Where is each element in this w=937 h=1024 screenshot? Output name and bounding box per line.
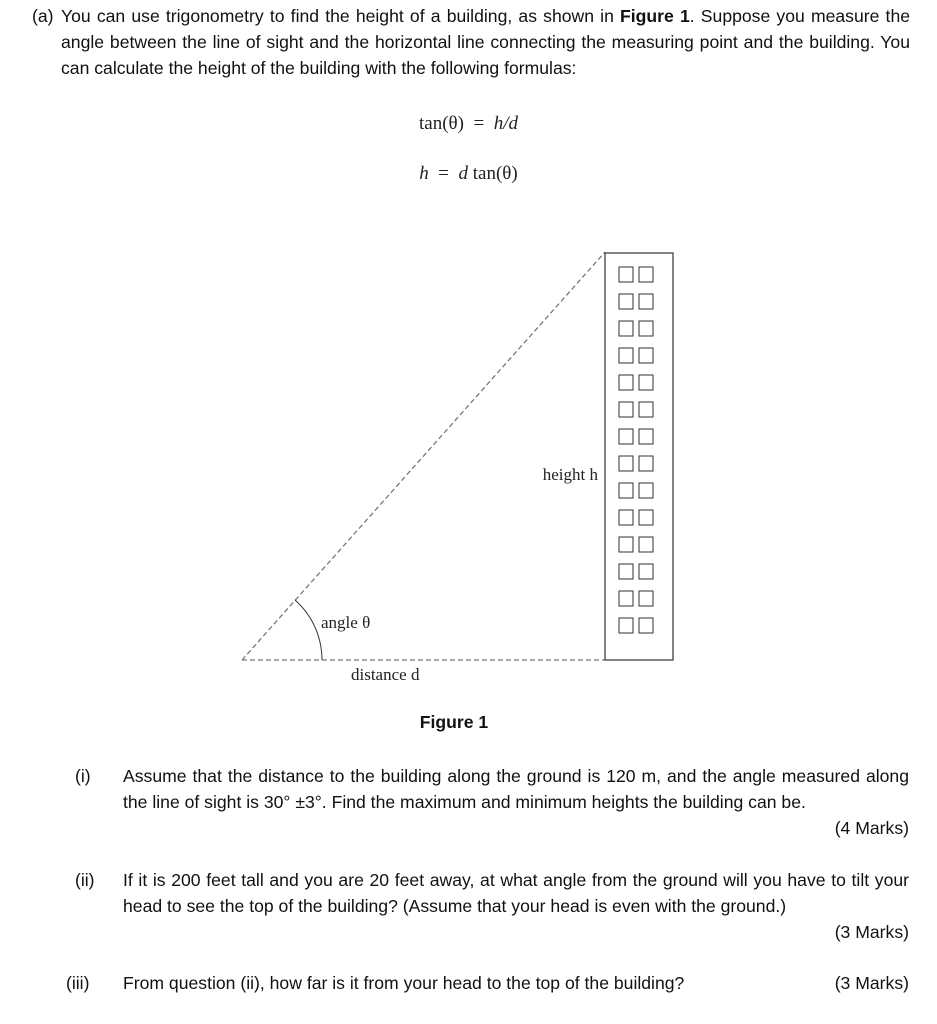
formula-height-fn: tan bbox=[472, 163, 496, 184]
question-2-text: If it is 200 feet tall and you are 20 feet away, at what angle from the ground will you have to tilt your head to see the top of the building? (Assume that your head is even with the ground.) bbox=[123, 870, 909, 916]
building-window bbox=[619, 294, 633, 309]
building-window bbox=[619, 321, 633, 336]
angle-label: angle θ bbox=[321, 613, 371, 632]
building-window bbox=[639, 537, 653, 552]
question-3-text: From question (ii), how far is it from your head to the top of the building? bbox=[123, 973, 685, 993]
formula-height-arg: (θ) bbox=[495, 163, 518, 184]
building-window bbox=[619, 267, 633, 282]
building-window bbox=[619, 375, 633, 390]
building-window bbox=[639, 321, 653, 336]
building-window bbox=[619, 402, 633, 417]
figure-caption: Figure 1 bbox=[419, 712, 489, 732]
question-2-marks: (3 Marks) bbox=[834, 922, 909, 942]
formula-height-lhs: h bbox=[419, 163, 429, 184]
building-window bbox=[619, 510, 633, 525]
building-window bbox=[639, 375, 653, 390]
building-window bbox=[619, 429, 633, 444]
building-window bbox=[619, 483, 633, 498]
building-window bbox=[639, 564, 653, 579]
building-window bbox=[619, 456, 633, 471]
building-windows bbox=[619, 267, 653, 633]
building-window bbox=[639, 618, 653, 633]
building-window bbox=[639, 348, 653, 363]
question-3-number: (iii) bbox=[66, 973, 90, 993]
building-window bbox=[639, 294, 653, 309]
formula-tan-arg: (θ) bbox=[442, 113, 464, 134]
figure-reference: Figure 1 bbox=[620, 6, 690, 26]
formula-tan-rhs: h/d bbox=[493, 113, 518, 134]
question-1-number: (i) bbox=[75, 766, 91, 786]
question-3-marks: (3 Marks) bbox=[834, 973, 909, 993]
part-a-label: (a) bbox=[32, 6, 54, 26]
formula-tan-fn: tan bbox=[419, 113, 443, 134]
height-label: height h bbox=[542, 465, 598, 484]
formula-height-d: d bbox=[458, 163, 468, 184]
distance-label: distance d bbox=[351, 665, 420, 684]
building-window bbox=[639, 402, 653, 417]
building-window bbox=[619, 564, 633, 579]
building-window bbox=[639, 510, 653, 525]
building-window bbox=[619, 537, 633, 552]
building-window bbox=[619, 591, 633, 606]
line-of-sight bbox=[242, 252, 605, 660]
building-window bbox=[639, 483, 653, 498]
building-window bbox=[639, 456, 653, 471]
question-1-marks: (4 Marks) bbox=[834, 818, 909, 838]
formula-height-equals: = bbox=[438, 163, 449, 184]
part-a-text-before: You can use trigonometry to find the height of a building, as shown in bbox=[61, 6, 621, 26]
building-window bbox=[619, 348, 633, 363]
building-window bbox=[639, 267, 653, 282]
building-window bbox=[639, 429, 653, 444]
formula-tan-equals: = bbox=[473, 113, 485, 134]
part-a-text-after: . Suppose you measure the angle between the line of sight and the horizontal line connecting the measuring point and the building. You can calculate the height of the building with the following formulas: bbox=[61, 6, 911, 78]
building-window bbox=[639, 591, 653, 606]
building-window bbox=[619, 618, 633, 633]
angle-arc bbox=[295, 600, 322, 660]
question-1-text: Assume that the distance to the building along the ground is 120 m, and the angle measured along the line of sight is 30° ±3°. Find the maximum and minimum heights the building can be. bbox=[123, 766, 909, 812]
question-2-number: (ii) bbox=[75, 870, 95, 890]
